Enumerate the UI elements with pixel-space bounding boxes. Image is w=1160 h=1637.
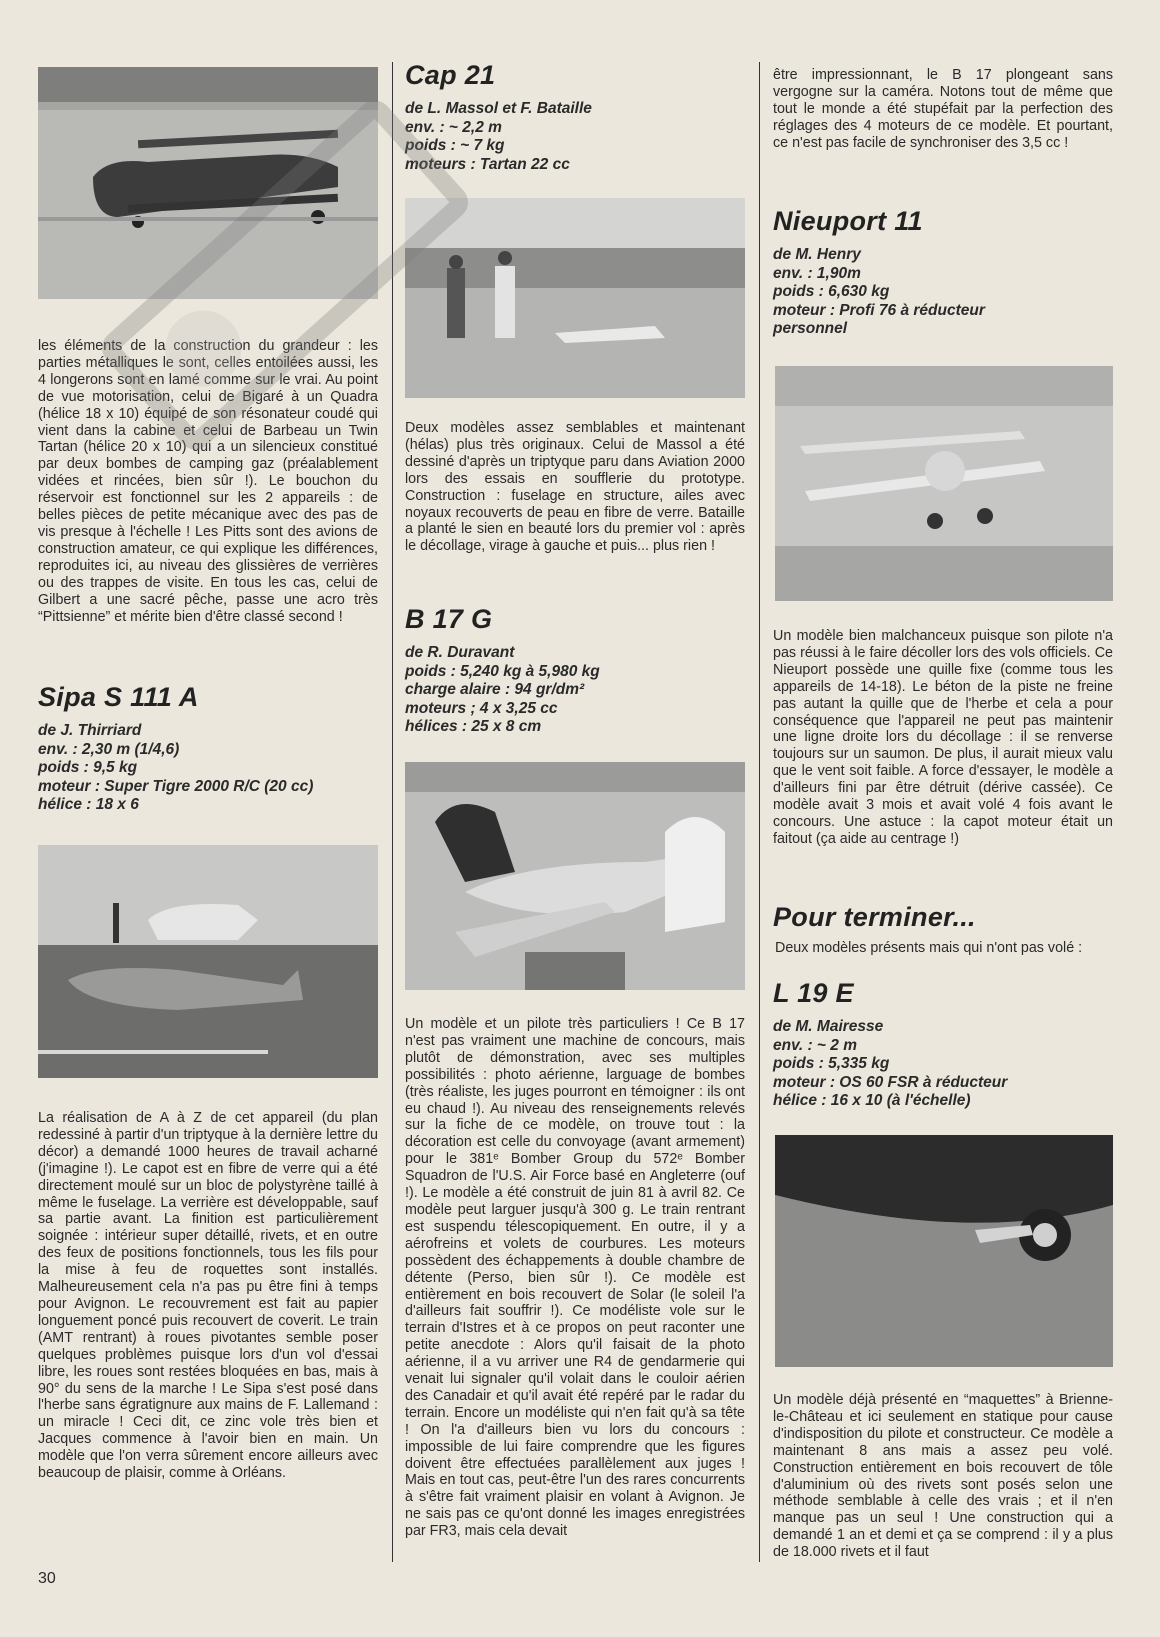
spec-moteur: moteur : Profi 76 à réducteur (773, 301, 985, 319)
cap21-article-text (405, 420, 745, 555)
b17-continued-text (773, 67, 1113, 152)
heading-pour-terminer: Pour terminer... (773, 902, 976, 932)
column-rule-2 (759, 62, 760, 1562)
spec-helice: hélice : 16 x 10 (à l'échelle) (773, 1092, 971, 1109)
spec-moteur: moteur : Super Tigre 2000 R/C (20 cc) (38, 777, 314, 795)
heading-sipa: Sipa S 111 A (38, 682, 199, 712)
photo-b17 (405, 762, 745, 990)
spec-author: de M. Henry (773, 246, 861, 263)
spec-env: env. : ~ 2,2 m (405, 118, 502, 136)
spec-env: env. : 2,30 m (1/4,6) (38, 740, 180, 758)
photo-pitts-biplane (38, 67, 378, 299)
specs-nieuport (773, 246, 985, 339)
nieuport-paragraph: Un modèle bien malchanceux puisque son pilote n'a pas réussi à le faire décoller lors des vols officiels. Ce Nieuport possède une quille fixe (comme tous les appareils de 14-18). Le béton de la piste ne freine pas autant la quille que de l'herbe et cela a pour conséquence que l'appareil ne peut pas maintenir une ligne droite lors du décollage : il se renverse toujours sur un saumon. De plus, il aurait mieux valu que le vent soit faible. A force d'essayer, le modèle a d'ailleurs fini par être détruit (dérive cassée). Ce modèle avait 3 mois et avait volé 4 fois avant le concours. Une astuce : la capot moteur était un faitout (ça aide au centrage !) (773, 628, 1113, 847)
spec-author: de J. Thirriard (38, 722, 142, 739)
spec-poids: poids : 9,5 kg (38, 759, 138, 776)
spec-env: env. : 1,90m (773, 264, 861, 282)
specs-b17 (405, 644, 600, 737)
l19e-article-text (773, 1392, 1113, 1561)
l19e-paragraph: Un modèle déjà présenté en “maquettes” à Brienne- le-Château et ici seulement en statique pour cause d'indisposition du pilote et constructeur. Ce modèle a maintenant 8 ans mais a assez peu volé. Construction entièrement en bois recouvert de tôle d'aluminium où des rivets sont posés selon une méthode semblable à celle des vrais ; et il n'en manque pas un seul ! Une construction qui a demandé 1 an et demi et ça se comprend : il y a plus de 18.000 rivets et il faut (773, 1392, 1113, 1561)
b17-continued-paragraph: être impressionnant, le B 17 plongeant sans vergogne sur la caméra. Notons tout de même que tout le monde a été stupéfait par la perfection des réglages des 4 moteurs de ce modèle. Et pourtant, ce n'est pas facile de synchroniser des 3,5 cc ! (773, 67, 1113, 151)
spec-moteur-cont: personnel (773, 320, 848, 337)
spec-env: env. : ~ 2 m (773, 1036, 858, 1054)
spec-author: de M. Mairesse (773, 1018, 884, 1035)
specs-cap21 (405, 100, 592, 174)
photo-l19e (775, 1135, 1113, 1367)
spec-author: de R. Duravant (405, 644, 515, 661)
column-rule-1 (392, 62, 393, 1562)
pitts-article-text (38, 338, 378, 625)
specs-l19e (773, 1018, 1007, 1111)
pour-terminer-intro: Deux modèles présents mais qui n'ont pas volé : (775, 940, 1083, 956)
spec-moteurs: moteurs : Tartan 22 cc (405, 155, 570, 173)
spec-poids: poids : 5,335 kg (773, 1055, 890, 1072)
photo-sipa (38, 845, 378, 1078)
photo-nieuport (775, 366, 1113, 601)
page-number: 30 (38, 1570, 56, 1587)
b17-article-text (405, 1016, 745, 1540)
spec-poids: poids : ~ 7 kg (405, 137, 505, 154)
spec-poids: poids : 5,240 kg à 5,980 kg (405, 662, 600, 680)
b17-paragraph: Un modèle et un pilote très particuliers ! Ce B 17 n'est pas vraiment une machine de concours, mais plutôt de démonstration, avec ses multiples possibilités : photo aérienne, larguage de bombes (très réaliste, les juges pourront en témoigner : ils ont eu chaud !). Au niveau des renseignements relevés sur la fiche de ce modèle, on trouve tout : la décoration est celle du convoyage (avant armement) pour le 381ᵉ Bomber Group du 572ᵉ Bomber Squadron de l'U.S. Air Force basé en Angleterre (ouf !). Le modèle a été construit de juin 81 à avril 82. Ce modèle peut larguer jusqu'à 300 g. Le train rentrant est suspendu télescopiquement. En outre, il y a aérofreins et volets de courbures. Les moteurs possèdent des échappements à double chambre de détente (Perso, bien sûr !). Ce modèle est entièrement en bois recouvert de Solar (le soleil l'a d'ailleurs fait souffrir !). Ce modéliste vole sur le terrain d'Istres et à ce propos on peut raconter une petite anecdote : Alors qu'il faisait de la photo aérienne, il a vu arriver une R4 de gendarmerie qui venait lui signaler qu'il volait dans le couloir aérien des Canadair et qu'il avait été repéré par le radar du terrain. Encore un modéliste qui n'en fait qu'à sa tête ! On l'a d'ailleurs bien vu lors du concours : impossible de lui faire comprendre que les figures doivent être effectuées parallèlement aux juges ! Mais en tout cas, peut-être l'un des rares concurrents à s'être fait vraiment plaisir en volant à Avignon. Je ne sais pas ce qu'ont donné les images enregistrées par FR3, mais cela devait (405, 1016, 745, 1540)
spec-helices: hélices : 25 x 8 cm (405, 718, 542, 735)
heading-cap21: Cap 21 (405, 60, 496, 90)
sipa-article-text (38, 1110, 378, 1482)
spec-poids: poids : 6,630 kg (773, 283, 890, 300)
nieuport-article-text (773, 628, 1113, 848)
photo-cap21 (405, 198, 745, 398)
spec-author: de L. Massol et F. Bataille (405, 100, 592, 117)
spec-charge: charge alaire : 94 gr/dm² (405, 681, 585, 698)
spec-helice: hélice : 18 x 6 (38, 796, 139, 813)
col1-paragraph: les éléments de la construction du grandeur : les parties métalliques le sont, celles entoilées aussi, les 4 longerons sont en lamé comme sur le vrai. Au point de vue motorisation, celui de Bigaré à un Quadra (hélice 18 x 10) équipé de son résonateur coudé qui vient dans la cabine et celui de Barbeau un Twin Tartan (hélice 20 x 10) qui a un silencieux constitué par deux bombes de camping gaz (préalablement vidées et rincées, bien sûr !). Le bouchon du réservoir est fonctionnel sur les 2 appareils : de belles pièces de petite mécanique avec des pas de vis presque à l'échelle ! Les Pitts sont des avions de construction amateur, ce qui explique les différences, reproduites ici, au niveau des glissières de verrières ou des trappes de visite. En tous les cas, celui de Gilbert a une sacré pêche, passe une acro très “Pittsienne” et mérite bien d'être classé second ! (38, 338, 378, 625)
spec-moteurs: moteurs ; 4 x 3,25 cc (405, 699, 558, 717)
heading-l19e: L 19 E (773, 978, 854, 1008)
heading-nieuport: Nieuport 11 (773, 206, 923, 236)
cap21-paragraph: Deux modèles assez semblables et maintenant (hélas) plus très originaux. Celui de Massol a été dessiné d'après un triptyque paru dans Aviation 2000 lors des essais en soufflerie du prototype. Construction : fuselage en structure, ailes avec noyaux recouverts de peau en fibre de verre. Bataille a planté le sien en beauté lors du premier vol : après le décollage, virage à gauche et puis... plus rien ! (405, 420, 745, 555)
specs-sipa (38, 722, 313, 815)
spec-moteur: moteur : OS 60 FSR à réducteur (773, 1073, 1008, 1091)
sipa-paragraph: La réalisation de A à Z de cet appareil (du plan redessiné à partir d'un triptyque à la dernière lettre du décor) a demandé 1000 heures de travail acharné (j'imagine !). Le capot est en fibre de verre qui a été directement moulé sur un bloc de polystyrène taillé à même le fuselage. La verrière est développable, sauf sa partie avant. La finition est particulièrement soignée : intérieur super détaillé, rivets, et en outre des feux de positions fonctionnels, tous les fils pour la mise à feu de roquettes sont installés. Malheureusement cela n'a pas pu être fini à temps pour Avignon. Le recouvrement est fait au papier longuement poncé puis recouvert de coverit. Le train (AMT rentrant) à roues pivotantes semble poser quelques problèmes puisque lors d'un vol d'essai libre, les roues sont restées bloquées en bas, mais à 90° du sens de la marche ! Le Sipa s'est posé dans l'herbe sans égratignure aux mains de F. Lallemand : un miracle ! Ceci dit, ce zinc vole très bien et Jacques commence à l'avoir bien en main. Un modèle que l'on verra sûrement encore ailleurs avec beaucoup de plaisir, comme à Orléans. (38, 1110, 378, 1482)
heading-b17: B 17 G (405, 604, 493, 634)
